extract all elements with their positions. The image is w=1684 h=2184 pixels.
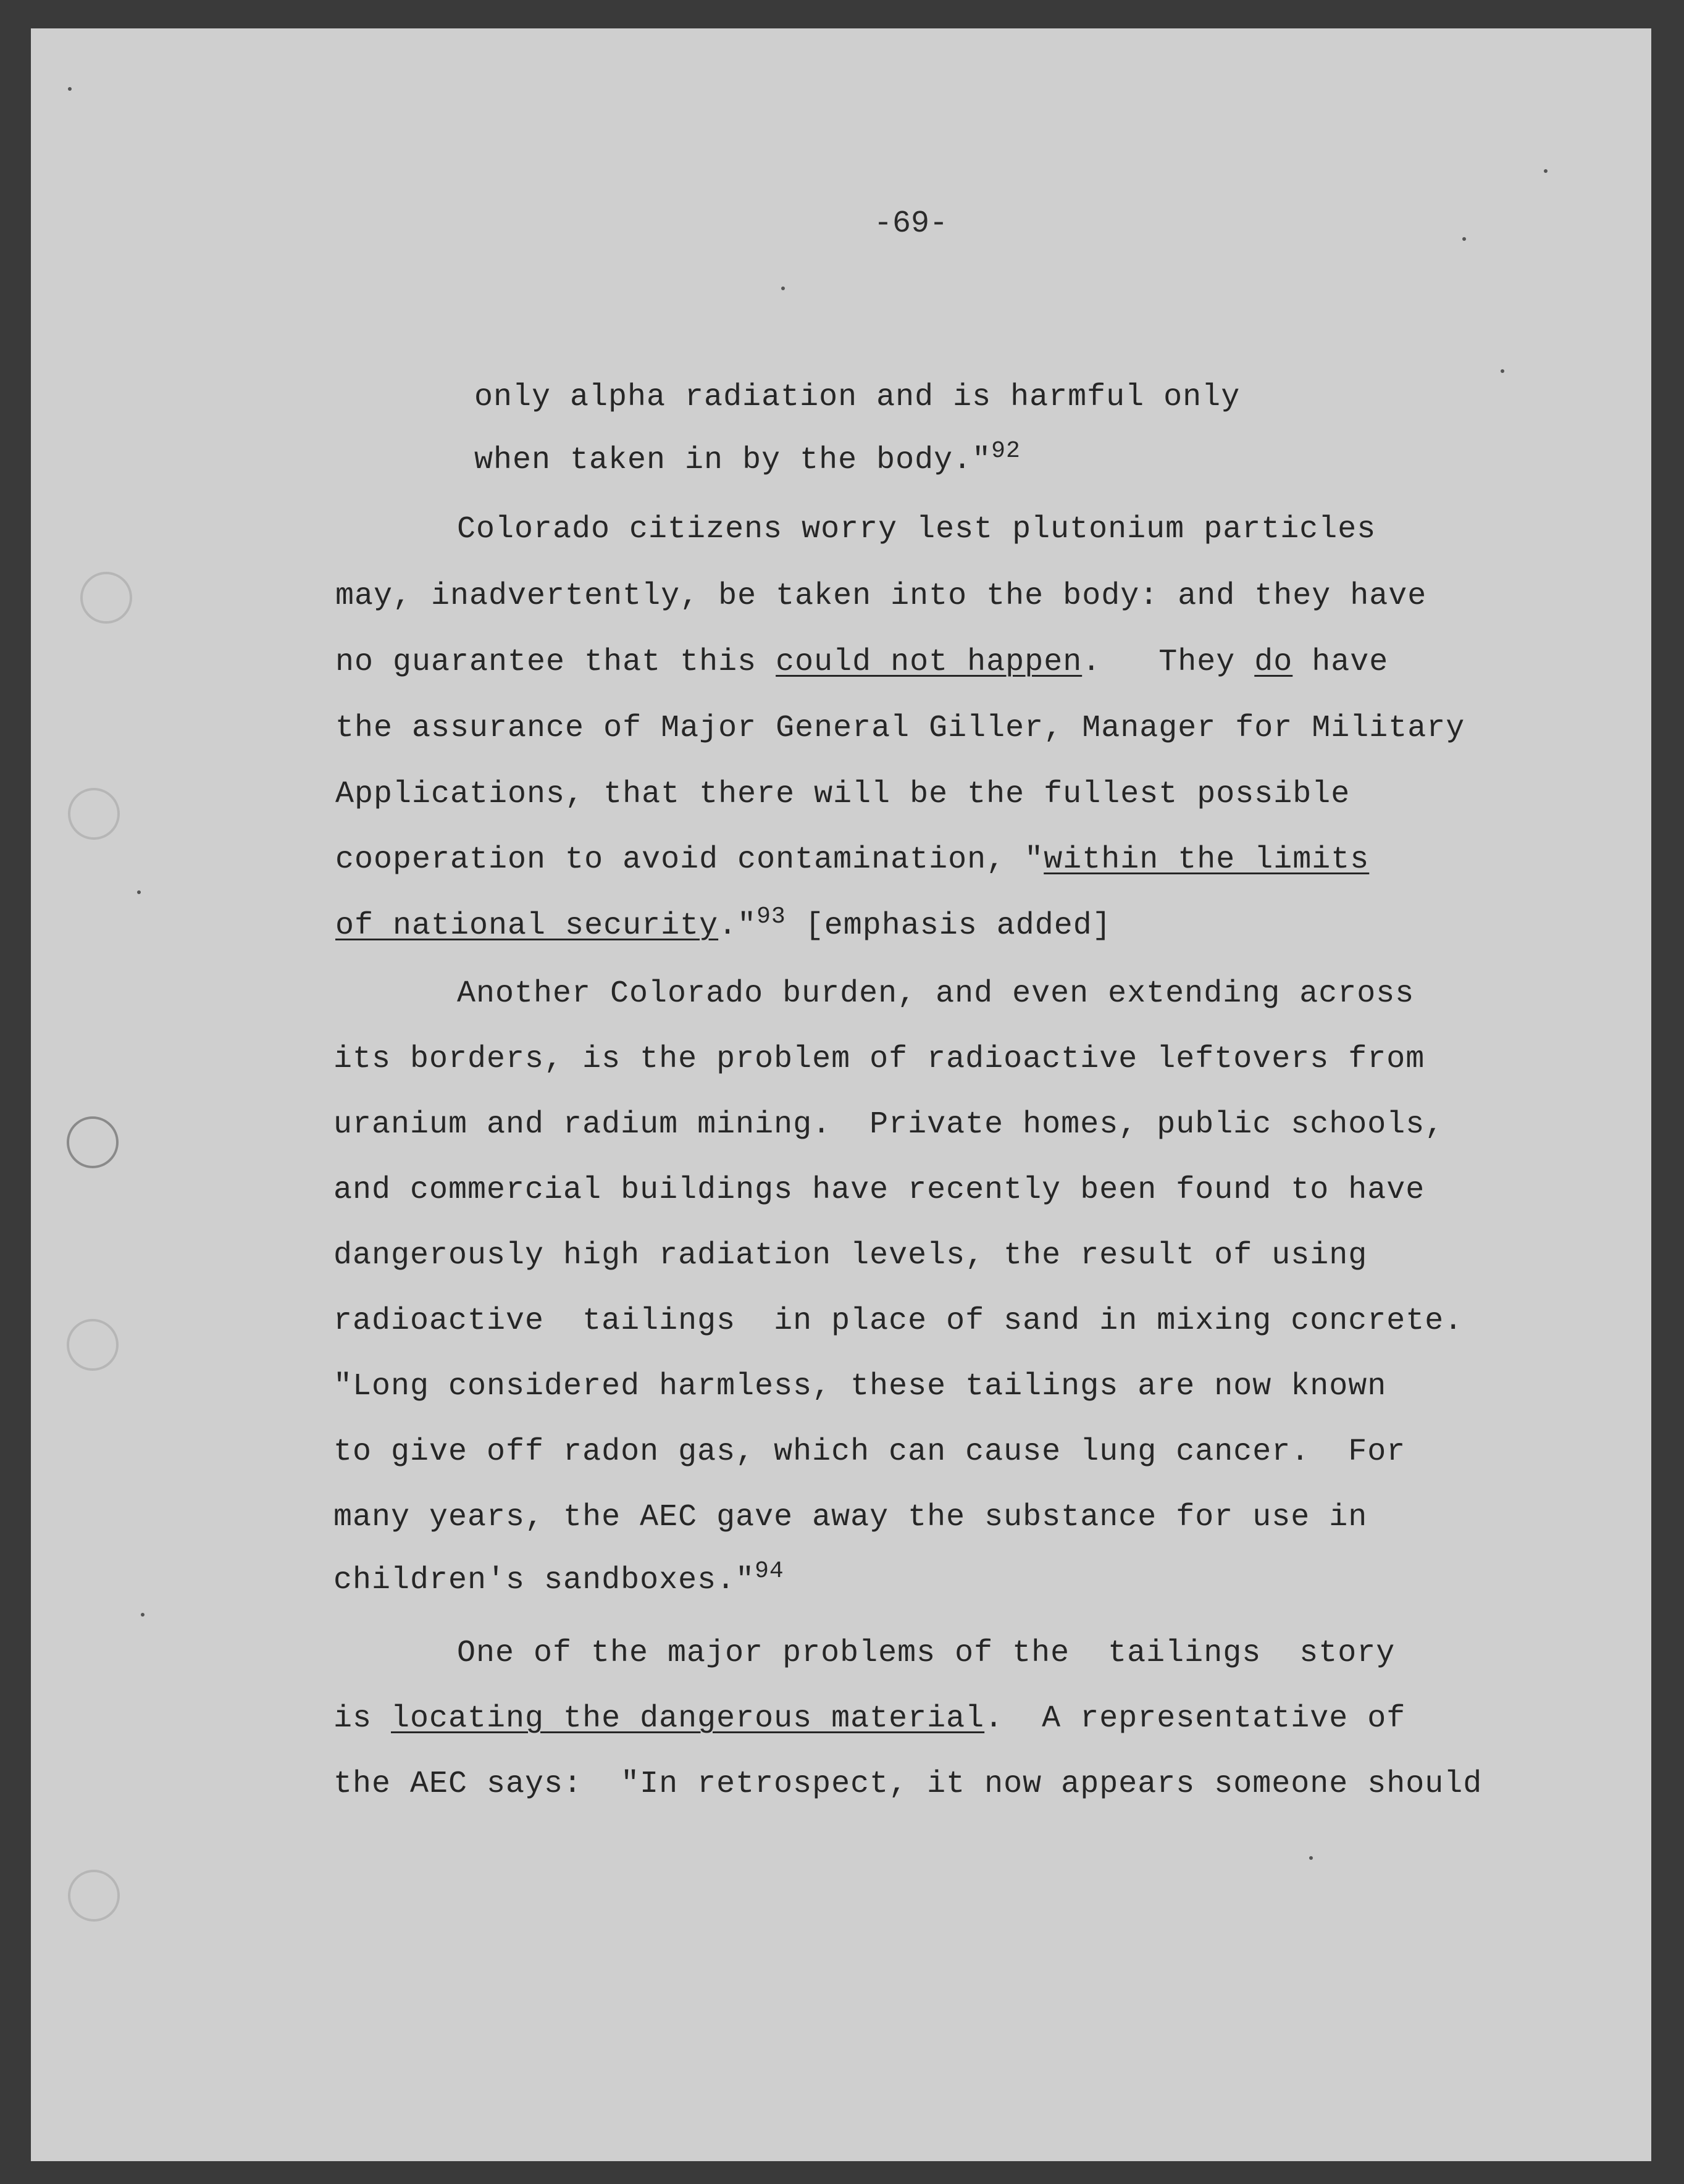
text-line <box>335 644 1388 681</box>
binder-hole <box>80 572 132 624</box>
paper-speck <box>1544 169 1548 173</box>
paper-speck <box>141 1613 145 1617</box>
underlined-text: do <box>1254 645 1293 680</box>
text-line <box>457 1635 1395 1672</box>
text-line <box>335 578 1426 615</box>
paper-speck <box>1501 369 1504 373</box>
text-line <box>333 1041 1425 1078</box>
binder-hole <box>67 1319 119 1371</box>
text-line <box>457 976 1414 1013</box>
underlined-text: could not happen <box>776 645 1083 680</box>
underlined-text: locating the dangerous material <box>391 1701 985 1736</box>
text-line <box>333 1303 1463 1340</box>
text-segment: no guarantee that this <box>335 645 776 680</box>
paper-speck <box>68 87 72 91</box>
text-segment: . They <box>1082 645 1255 680</box>
text-line <box>333 1766 1482 1803</box>
underlined-text: within the limits <box>1044 842 1370 877</box>
binder-hole <box>68 1870 120 1922</box>
text-line <box>333 1172 1425 1209</box>
text-segment: One of the major problems of the tailings story <box>457 1636 1396 1671</box>
footnote-ref: 93 <box>756 903 786 930</box>
text-segment: have <box>1292 645 1389 680</box>
document-page <box>31 28 1651 2161</box>
text-line <box>335 842 1369 879</box>
footnote-ref: 92 <box>991 438 1021 464</box>
text-segment: Another Colorado burden, and even extending across <box>457 976 1415 1011</box>
text-line <box>474 438 1021 479</box>
text-segment: may, inadvertently, be taken into the body: and they have <box>335 579 1427 614</box>
text-line <box>333 1499 1367 1536</box>
text-segment: to give off radon gas, which can cause lung cancer. For <box>333 1434 1406 1470</box>
page-number: -69- <box>874 206 949 241</box>
text-segment: . A representative of <box>984 1701 1406 1736</box>
text-segment: the AEC says: "In retrospect, it now appears someone should <box>333 1767 1483 1802</box>
binder-hole <box>67 1116 119 1168</box>
text-segment: "Long considered harmless, these tailings are now known <box>333 1369 1387 1404</box>
paper-speck <box>1309 1856 1313 1860</box>
text-line <box>474 379 1240 416</box>
paper-speck <box>1462 237 1466 241</box>
binder-hole <box>68 788 120 840</box>
text-line <box>333 1237 1367 1274</box>
text-line <box>333 1107 1444 1144</box>
footnote-ref: 94 <box>755 1558 784 1584</box>
text-segment: when taken in by the body." <box>474 443 992 478</box>
text-segment: cooperation to avoid contamination, " <box>335 842 1044 877</box>
text-segment: children's sandboxes." <box>333 1563 755 1598</box>
underlined-text: of national security <box>335 908 719 943</box>
text-segment: uranium and radium mining. Private homes, public schools, <box>333 1107 1444 1142</box>
text-line <box>333 1434 1405 1471</box>
text-segment: the assurance of Major General Giller, Manager for Military <box>335 711 1465 746</box>
text-line <box>335 776 1350 813</box>
text-segment: only alpha radiation and is harmful only <box>474 380 1241 415</box>
text-line <box>335 710 1465 747</box>
text-segment: is <box>333 1701 392 1736</box>
text-segment: radioactive tailings in place of sand in mixing concrete. <box>333 1303 1464 1339</box>
text-segment: ." <box>718 908 757 943</box>
text-line <box>335 903 1112 945</box>
text-line <box>333 1701 1405 1738</box>
text-segment: and commercial buildings have recently been found to have <box>333 1173 1425 1208</box>
paper-speck <box>137 890 141 894</box>
text-segment: dangerously high radiation levels, the result of using <box>333 1238 1368 1273</box>
text-segment: [emphasis added] <box>785 908 1112 943</box>
text-line <box>457 511 1376 548</box>
text-line <box>333 1368 1386 1405</box>
text-segment: its borders, is the problem of radioactive leftovers from <box>333 1042 1425 1077</box>
text-line <box>333 1558 784 1599</box>
text-segment: Colorado citizens worry lest plutonium particles <box>457 512 1376 547</box>
text-segment: many years, the AEC gave away the substance for use in <box>333 1500 1368 1535</box>
text-segment: Applications, that there will be the fullest possible <box>335 777 1351 812</box>
paper-speck <box>781 287 785 290</box>
